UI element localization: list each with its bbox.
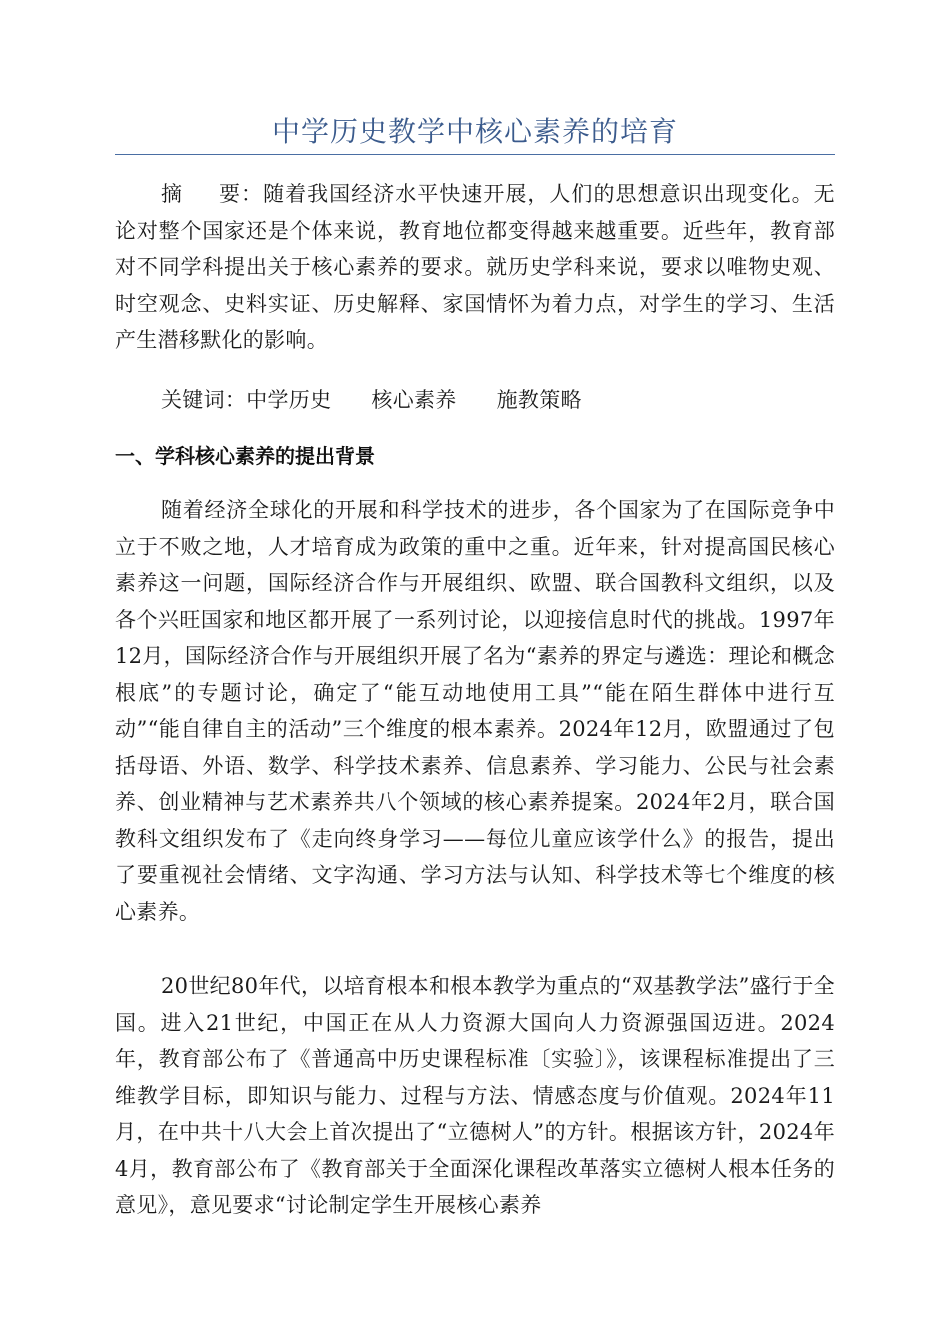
abstract-text: 随着我国经济水平快速开展，人们的思想意识出现变化。无论对整个国家还是个体来说，教育地位都变得越来越重要。近些年，教育部对不同学科提出关于核心素养的要求。就历史学科来说，要求以唯物史观、时空观念、史料实证、历史解释、家国情怀为着力点，对学生的学习、生活产生潜移默化的影响。 <box>115 182 835 352</box>
body-paragraph: 随着经济全球化的开展和科学技术的进步，各个国家为了在国际竞争中立于不败之地，人才培育成为政策的重中之重。近年来，针对提高国民核心素养这一问题，国际经济合作与开展组织、欧盟、联合国教科文组织，以及各个兴旺国家和地区都开展了一系列讨论，以迎接信息时代的挑战。1997年12月，国际经济合作与开展组织开展了名为“素养的界定与遴选：理论和概念根底”的专题讨论，确定了“能互动地使用工具”“能在陌生群体中进行互动”“能自律自主的活动”三个维度的根本素养。2024年12月，欧盟通过了包括母语、外语、数学、科学技术素养、信息素养、学习能力、公民与社会素养、创业精神与艺术素养共八个领域的核心素养提案。2024年2月，联合国教科文组织发布了《走向终身学习——每位儿童应该学什么》的报告，提出了要重视社会情绪、文字沟通、学习方法与认知、科学技术等七个维度的核心素养。 <box>115 498 835 924</box>
abstract-label-char2: 要： <box>218 182 264 206</box>
title-underline <box>115 154 835 155</box>
keywords-label: 关键词： <box>161 388 247 412</box>
keyword-item: 中学历史 <box>246 388 332 412</box>
keywords-line <box>115 382 835 419</box>
document-title: 中学历史教学中核心素养的培育 <box>271 115 678 148</box>
keyword-item: 核心素养 <box>371 388 457 412</box>
keyword-item: 施教策略 <box>496 388 582 412</box>
body-paragraph: 20世纪80年代，以培育根本和根本教学为重点的“双基教学法”盛行于全国。进入21世纪，中国正在从人力资源大国向人力资源强国迈进。2024年，教育部公布了《普通高中历史课程标准〔实验〕》，该课程标准提出了三维教学目标，即知识与能力、过程与方法、情感态度与价值观。2024年11月，在中共十八大会上首次提出了“立德树人”的方针。根据该方针，2024年4月，教育部公布了《教育部关于全面深化课程改革落实立德树人根本任务的意见》，意见要求“讨论制定学生开展核心素养 <box>115 974 835 1217</box>
abstract-label-char1: 摘 <box>161 182 183 206</box>
abstract-paragraph <box>115 176 835 359</box>
section-heading: 一、学科核心素养的提出背景 <box>115 444 375 468</box>
